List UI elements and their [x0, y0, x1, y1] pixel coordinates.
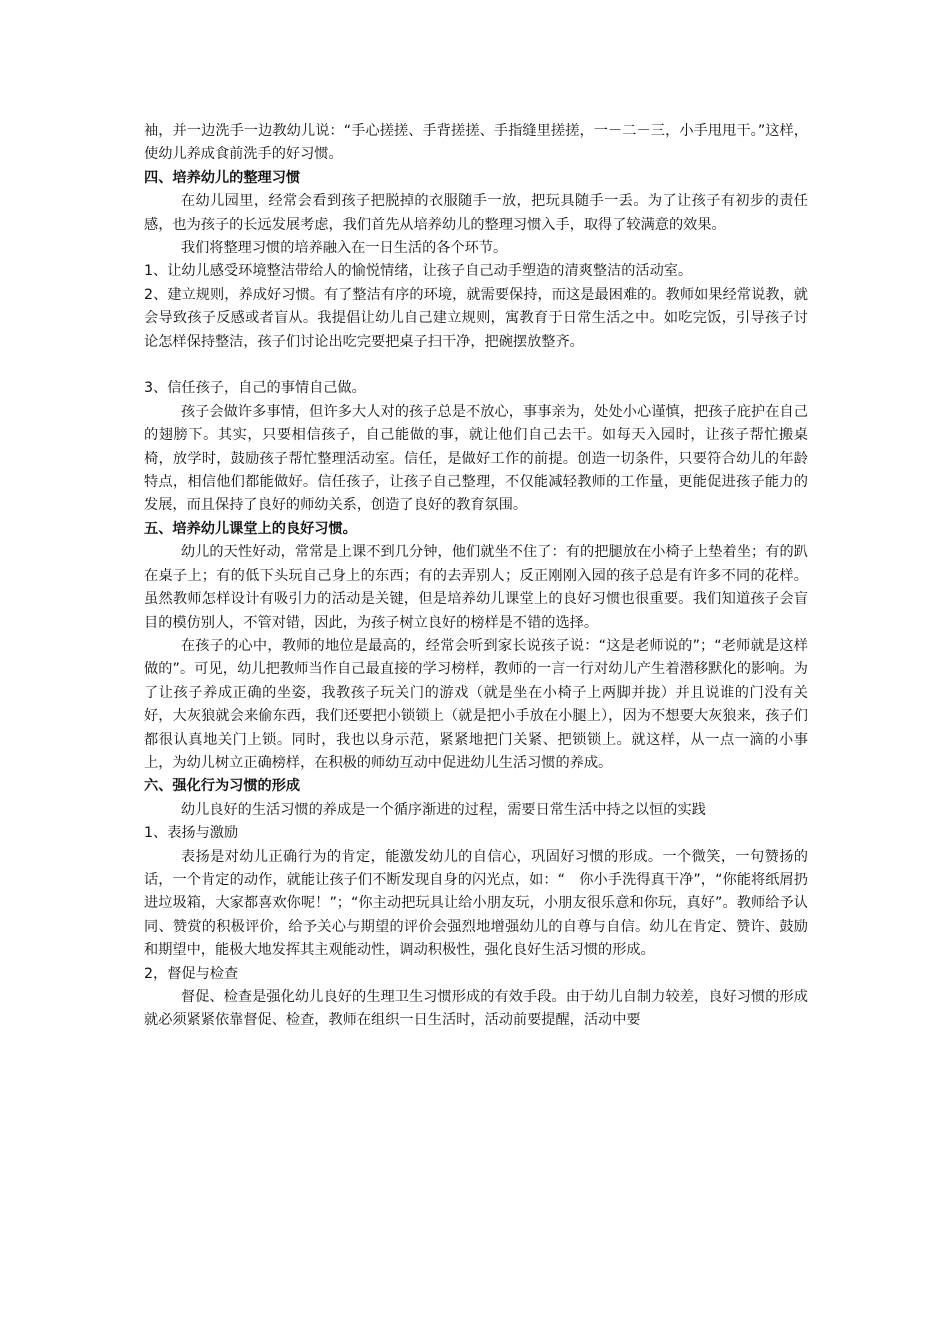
paragraph: 幼儿的天性好动，常常是上课不到几分钟，他们就坐不住了：有的把腿放在小椅子上垫着坐；有的趴在桌子上；有的低下头玩自己身上的东西；有的去弄别人；反正刚刚入园的孩子总是有许多不同的花样。虽然教师怎样设计有吸引力的活动是关键，但是培养幼儿课堂上的良好习惯也很重要。我们知道孩子会盲目的模仿别人，不管对错，因此，为孩子树立良好的榜样是不错的选择。: [144, 544, 808, 631]
paragraph: 我们将整理习惯的培养融入在一日生活的各个环节。: [180, 240, 508, 257]
paragraph: 孩子会做许多事情，但许多大人对的孩子总是不放心，事事亲为，处处小心谨慎，把孩子庇护在自己的翅膀下。其实，只要相信孩子，自己能做的事，就让他们自己去干。如每天入园时，让孩子帮忙搬桌椅，放学时，鼓励孩子帮忙整理活动室。信任，是做好工作的前提。创造一切条件，只要符合幼儿的年龄特点，相信他们都能做好。信任孩子，让孩子自己整理，不仅能减轻教师的工作量，更能促进孩子能力的发展，而且保持了良好的师幼关系，创造了良好的教育氛围。: [144, 403, 808, 514]
list-item-1: 1、让幼儿感受环境整洁带给人的愉悦情绪，让孩子自己动手塑造的清爽整洁的活动室。: [144, 263, 693, 280]
section-heading-6: 六、强化行为习惯的形成: [144, 778, 301, 795]
paragraph: 表扬是对幼儿正确行为的肯定，能激发幼儿的自信心，巩固好习惯的形成。一个微笑，一句赞扬的话，一个肯定的动作，就能让孩子们不断发现自身的闪光点，如：“ 你小手洗得真干净”，“你能将纸屑扔进垃圾箱，大家都喜欢你呢！”；“你主动把玩具让给小朋友玩，小朋友很乐意和你玩，真好”。教师给予认同、赞赏的积极评价，给予关心与期望的评价会强烈地增强幼儿的自尊与自信。幼儿在肯定、赞许、鼓励和期望中，能极大地发挥其主观能动性，调动积极性，强化良好生活习惯的形成。: [144, 848, 808, 959]
paragraph: 在孩子的心中，教师的地位是最高的，经常会听到家长说孩子说：“这是老师说的”；“老师就是这样做的”。可见，幼儿把教师当作自己最直接的学习榜样，教师的一言一行对幼儿产生着潜移默化的影响。为了让孩子养成正确的坐姿，我教孩子玩关门的游戏（就是坐在小椅子上两脚并拢）并且说谁的门没有关好，大灰狼就会来偷东西，我们还要把小锁锁上（就是把小手放在小腿上），因为不想要大灰狼来，孩子们都很认真地关门上锁。同时，我也以身示范，紧紧地把门关紧、把锁锁上。就这样，从一点一滴的小事上，为幼儿树立正确榜样，在积极的师幼互动中促进幼儿生活习惯的养成。: [144, 637, 808, 771]
document-body: [144, 120, 808, 1033]
blank-line: [144, 354, 808, 377]
paragraph: 在幼儿园里，经常会看到孩子把脱掉的衣服随手一放，把玩具随手一丢。为了让孩子有初步的责任感，也为孩子的长远发展考虑，我们首先从培养幼儿的整理习惯入手，取得了较满意的效果。: [144, 193, 808, 233]
section-heading-5: 五、培养幼儿课堂上的良好习惯。: [144, 520, 357, 537]
list-item-2: 2、建立规则，养成好习惯。有了整洁有序的环境，就需要保持，而这是最困难的。教师如果经常说教，就会导致孩子反感或者盲从。我提倡让幼儿自己建立规则，寓教育于日常生活之中。如吃完饭，引导孩子讨论怎样保持整洁，孩子们讨论出吃完要把桌子扫干净，把碗摆放整齐。: [144, 286, 808, 350]
list-item-3: 3、信任孩子，自己的事情自己做。: [144, 380, 366, 397]
paragraph: 幼儿良好的生活习惯的养成是一个循序渐进的过程，需要日常生活中持之以恒的实践: [180, 801, 706, 818]
paragraph-handwashing-end: 袖，并一边洗手一边教幼儿说：“手心搓搓、手背搓搓、手指缝里搓搓，一－二－三，小手甩甩干。”这样，使幼儿养成食前洗手的好习惯。: [144, 123, 808, 163]
paragraph: 督促、检查是强化幼儿良好的生理卫生习惯形成的有效手段。由于幼儿自制力较差，良好习惯的形成就必须紧紧依靠督促、检查，教师在组织一日生活时，活动前要提醒，活动中要: [144, 989, 808, 1029]
section-heading-4: 四、培养幼儿的整理习惯: [144, 169, 301, 186]
subheading-supervision: 2，督促与检查: [144, 965, 239, 982]
subheading-praise: 1、表扬与激励: [144, 825, 239, 842]
